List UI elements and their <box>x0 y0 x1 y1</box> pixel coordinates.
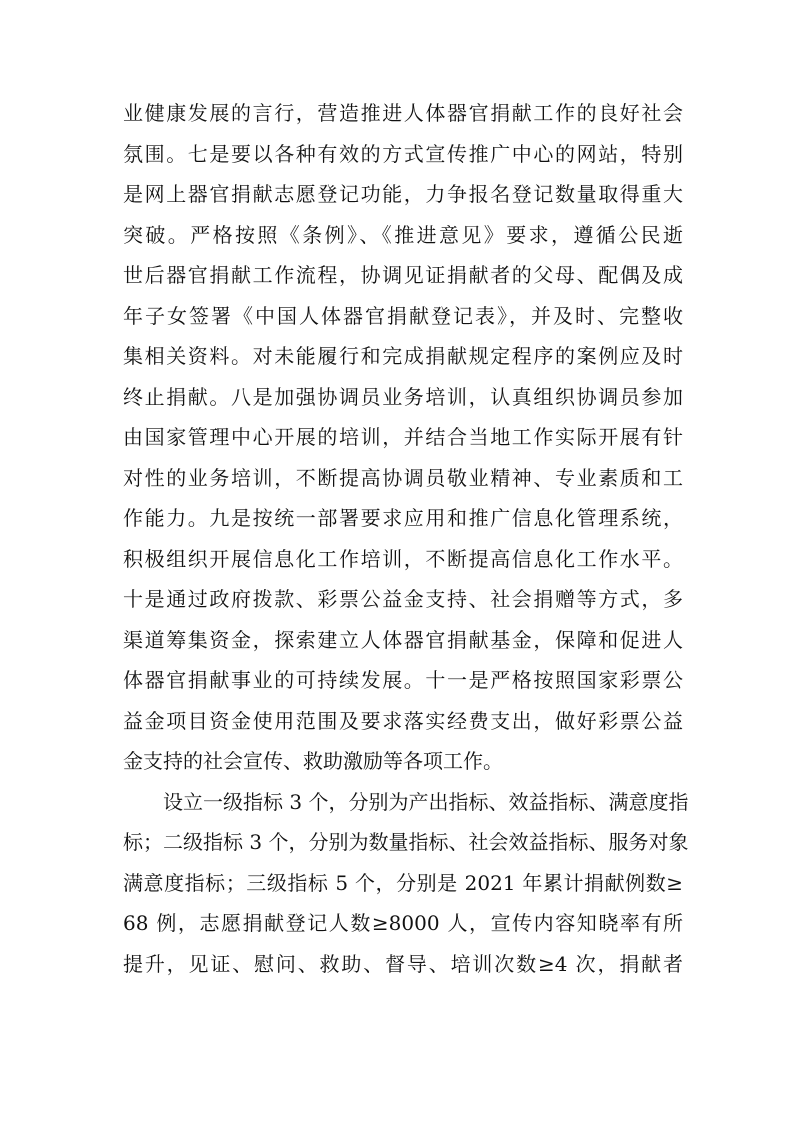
text-line: 业健康发展的言行，营造推进人体器官捐献工作的良好社会 <box>123 101 683 125</box>
document-body <box>123 93 689 984</box>
text-line: 氛围。七是要以各种有效的方式宣传推广中心的网站，特别 <box>123 141 683 166</box>
text-line: 由国家管理中心开展的培训，并结合当地工作实际开展有针 <box>123 425 683 449</box>
text-line: 终止捐献。八是加强协调员业务培训，认真组织协调员参加 <box>123 384 683 409</box>
text-line: 渠道筹集资金，探索建立人体器官捐献基金，保障和促进人 <box>123 627 683 652</box>
text-line: 益金项目资金使用范围及要求落实经费支出，做好彩票公益 <box>123 708 683 733</box>
text-line: 积极组织开展信息化工作培训，不断提高信息化工作水平。 <box>123 546 683 571</box>
text-line: 年子女签署《中国人体器官捐献登记表》，并及时、完整收 <box>123 303 683 328</box>
text-line: 十是通过政府拨款、彩票公益金支持、社会捐赠等方式，多 <box>123 587 683 611</box>
text-line: 68 例，志愿捐献登记人数≥8000 人，宣传内容知晓率有所 <box>123 911 683 935</box>
text-line: 满意度指标；三级指标 5 个，分别是 2021 年累计捐献例数≥ <box>123 870 683 895</box>
text-line: 体器官捐献事业的可持续发展。十一是严格按照国家彩票公 <box>123 668 683 692</box>
text-line: 突破。严格按照《条例》、《推进意见》要求，遵循公民逝 <box>123 222 683 247</box>
text-line: 是网上器官捐献志愿登记功能，力争报名登记数量取得重大 <box>123 182 683 206</box>
text-line: 集相关资料。对未能履行和完成捐献规定程序的案例应及时 <box>123 344 683 368</box>
text-line: 金支持的社会宣传、救助激励等各项工作。 <box>123 749 503 773</box>
text-line: 设立一级指标 3 个，分别为产出指标、效益指标、满意度指 <box>163 789 689 814</box>
text-line: 作能力。九是按统一部署要求应用和推广信息化管理系统， <box>123 506 683 530</box>
text-line: 对性的业务培训，不断提高协调员敬业精神、专业素质和工 <box>123 465 683 490</box>
paragraph-2 <box>123 782 689 985</box>
text-line: 提升，见证、慰问、救助、督导、培训次数≥4 次，捐献者 <box>123 951 683 976</box>
paragraph-1 <box>123 93 683 782</box>
text-line: 标；二级指标 3 个，分别为数量指标、社会效益指标、服务对象 <box>123 830 689 854</box>
text-line: 世后器官捐献工作流程，协调见证捐献者的父母、配偶及成 <box>123 263 683 287</box>
